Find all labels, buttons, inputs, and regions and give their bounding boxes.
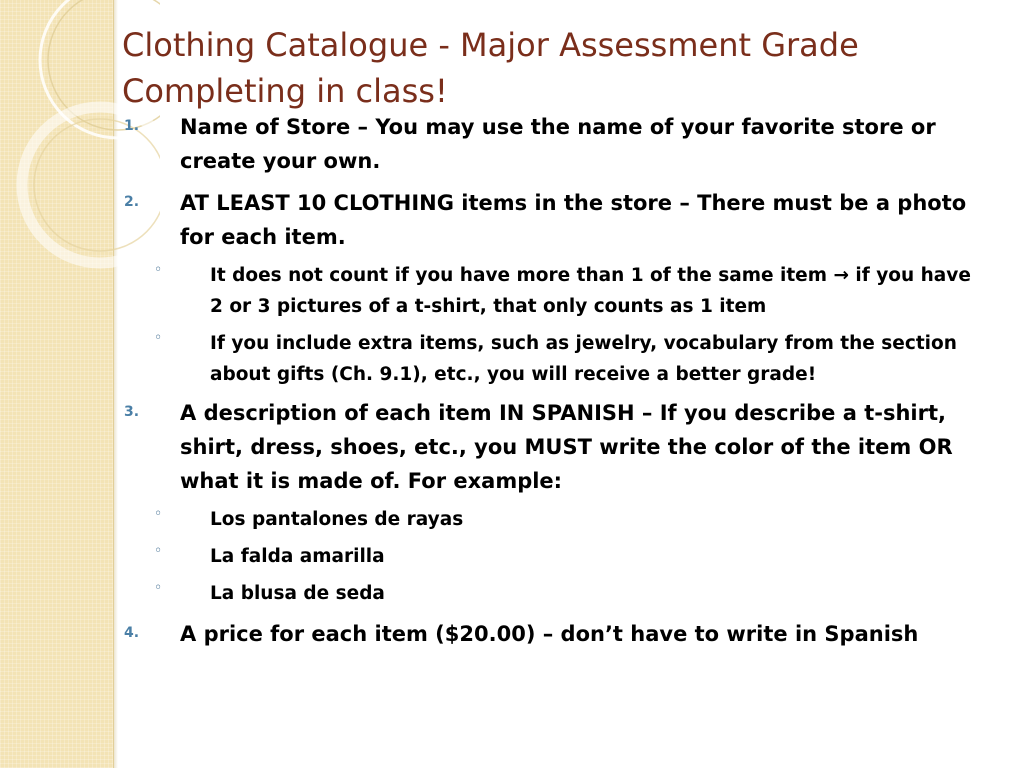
slide-title — [122, 22, 1002, 114]
sub-list-item-text: If you include extra items, such as jewelry, vocabulary from the section about gifts (Ch. 9.1), etc., you will receive a better grade! — [210, 333, 957, 385]
sub-list-item — [118, 541, 988, 572]
slide-content — [118, 110, 988, 651]
sub-list-item-text: It does not count if you have more than 1 of the same item → if you have 2 or 3 pictures of a t-shirt, that only counts as 1 item — [210, 265, 971, 317]
sub-list-item-text: Los pantalones de rayas — [210, 509, 464, 530]
list-marker: 2. — [124, 194, 140, 210]
list-item — [118, 617, 988, 651]
sub-list-item — [118, 504, 988, 535]
list-item — [118, 110, 988, 178]
list-item — [118, 396, 988, 498]
list-marker: 1. — [124, 118, 140, 134]
arrow-right-icon: → — [833, 265, 849, 286]
title-line-1: Clothing Catalogue - Major Assessment Grade — [122, 26, 859, 64]
list-item-text: Name of Store – You may use the name of your favorite store or create your own. — [180, 115, 936, 173]
list-item-text: AT LEAST 10 CLOTHING items in the store – There must be a photo for each item. — [180, 191, 967, 249]
sub-list-item — [118, 578, 988, 609]
sub-list-item-text: La blusa de seda — [210, 583, 385, 604]
sub-list-marker: ◦ — [154, 262, 163, 278]
list-item-text: A price for each item ($20.00) – don’t have to write in Spanish — [180, 622, 919, 646]
list-marker: 4. — [124, 625, 140, 641]
sub-list-marker: ◦ — [154, 543, 163, 559]
list-item-text: A description of each item IN SPANISH – If you describe a t-shirt, shirt, dress, shoes, etc., you MUST write the color of the item OR what it is made of. For example: — [180, 401, 953, 493]
sub-list-marker: ◦ — [154, 506, 163, 522]
sub-list-item — [118, 328, 988, 390]
sub-list-item — [118, 260, 988, 322]
list-marker: 3. — [124, 404, 140, 420]
list-item — [118, 186, 988, 254]
title-line-2: Completing in class! — [122, 72, 448, 110]
sub-list-item-text: La falda amarilla — [210, 546, 385, 567]
sub-list-marker: ◦ — [154, 330, 163, 346]
sub-list-marker: ◦ — [154, 580, 163, 596]
